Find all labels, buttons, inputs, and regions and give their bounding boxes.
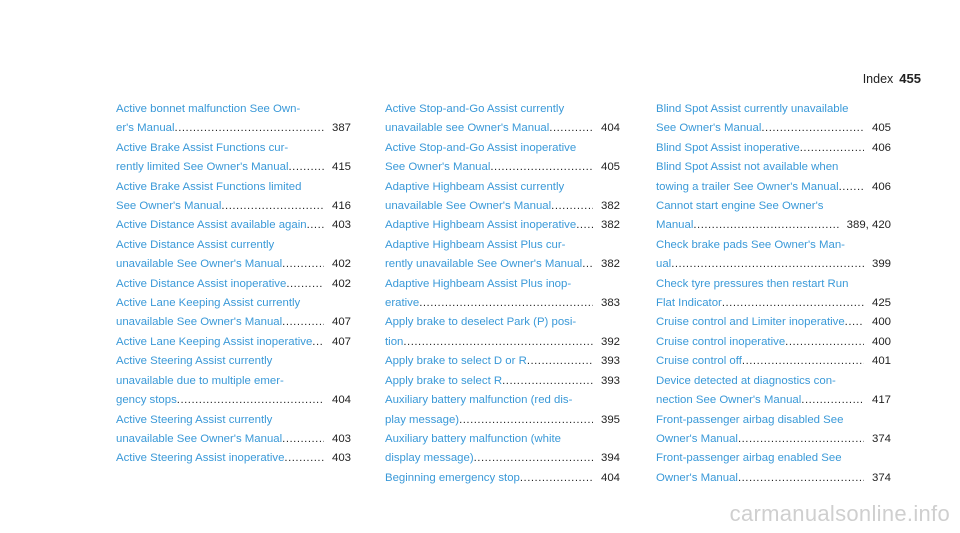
index-entry-text[interactable]: Adaptive Highbeam Assist Plus cur-	[385, 238, 566, 251]
index-entry[interactable]	[385, 100, 620, 139]
index-page-ref[interactable]: 402	[331, 277, 351, 290]
index-column-3	[656, 100, 891, 488]
index-entry-line	[385, 139, 620, 158]
index-entry-line	[656, 197, 891, 216]
index-entry[interactable]	[656, 411, 891, 450]
index-page-ref[interactable]: 425	[871, 297, 891, 310]
dot-leader	[693, 216, 838, 235]
index-entry[interactable]	[385, 178, 620, 217]
index-page-ref[interactable]: 382	[600, 258, 620, 271]
dot-leader	[502, 372, 593, 391]
index-entry-line	[385, 275, 620, 294]
dot-leader	[282, 430, 324, 449]
index-entry-line	[385, 469, 620, 488]
index-entry[interactable]	[385, 372, 620, 391]
dot-leader	[722, 294, 864, 313]
index-page-ref[interactable]: 389, 420	[846, 219, 891, 232]
index-entry[interactable]	[656, 158, 891, 197]
index-entry-text[interactable]: unavailable See Owner's Manual	[116, 258, 283, 271]
dot-leader	[177, 391, 324, 410]
dot-leader	[742, 352, 864, 371]
index-entry-text[interactable]: See Owner's Manual	[116, 200, 222, 213]
index-entry-line	[656, 100, 891, 119]
index-entry-text[interactable]: rently limited See Owner's Manual	[116, 161, 289, 174]
index-entry-line	[116, 178, 351, 197]
index-entry-line	[656, 294, 891, 313]
index-column-2	[385, 100, 620, 488]
dot-leader	[282, 313, 324, 332]
index-entry-line	[385, 372, 620, 391]
dot-leader	[738, 430, 864, 449]
index-entry-text[interactable]: Active Brake Assist Functions limited	[116, 180, 302, 193]
index-entry-line	[385, 178, 620, 197]
index-page-ref[interactable]: 394	[600, 452, 620, 465]
index-entry-line	[385, 197, 620, 216]
index-entry-text[interactable]: Active Stop-and-Go Assist currently	[385, 103, 565, 115]
index-page-ref[interactable]: 400	[871, 335, 891, 348]
index-entry-text[interactable]: Owner's Manual	[656, 471, 738, 484]
index-entry[interactable]	[385, 216, 620, 235]
dot-leader	[801, 391, 864, 410]
index-page-ref[interactable]: 405	[871, 122, 891, 135]
index-entry-text[interactable]: Auxiliary battery malfunction (red dis-	[385, 394, 573, 407]
index-entry-line	[656, 313, 891, 332]
page-number: 455	[899, 71, 921, 86]
index-entry-line	[656, 119, 891, 138]
index-entry-text[interactable]: unavailable See Owner's Manual	[116, 432, 283, 445]
index-entry[interactable]	[656, 100, 891, 139]
index-page-ref[interactable]: 407	[331, 335, 351, 348]
index-entry-text[interactable]: Active bonnet malfunction See Own-	[116, 103, 301, 115]
index-entry[interactable]	[116, 178, 351, 217]
index-entry-line	[385, 216, 620, 235]
dot-leader	[839, 178, 864, 197]
index-entry-text[interactable]: Blind Spot Assist currently unavailable	[656, 103, 849, 115]
dot-leader	[221, 197, 324, 216]
dot-leader	[551, 197, 593, 216]
index-entry-text[interactable]: Active Brake Assist Functions cur-	[116, 141, 289, 154]
index-page-ref[interactable]: 404	[600, 471, 620, 484]
index-entry-line	[656, 178, 891, 197]
dot-leader	[459, 411, 593, 430]
index-entry-line	[116, 352, 351, 371]
dot-leader	[403, 333, 593, 352]
index-entry[interactable]	[116, 449, 351, 468]
index-entry-line	[385, 333, 620, 352]
dot-leader	[286, 275, 324, 294]
index-entry-line	[116, 119, 351, 138]
index-entry[interactable]	[656, 449, 891, 488]
index-entry-line	[656, 139, 891, 158]
index-entry-text[interactable]: tion	[385, 335, 404, 348]
index-entry-line	[656, 411, 891, 430]
index-entry-line	[116, 294, 351, 313]
index-entry[interactable]	[116, 100, 351, 139]
index-page-ref[interactable]: 407	[331, 316, 351, 329]
index-entry-text[interactable]: unavailable see Owner's Manual	[385, 122, 550, 135]
index-entry-line	[116, 449, 351, 468]
index-entry[interactable]	[385, 275, 620, 314]
index-entry-line	[656, 430, 891, 449]
index-entry-line	[385, 352, 620, 371]
index-page-ref[interactable]: 387	[331, 122, 351, 135]
index-entry-text[interactable]: Adaptive Highbeam Assist Plus inop-	[385, 277, 572, 290]
index-entry[interactable]	[116, 294, 351, 333]
index-entry-line	[656, 333, 891, 352]
index-entry[interactable]	[116, 139, 351, 178]
index-page-ref[interactable]: 416	[331, 200, 351, 213]
index-page-ref[interactable]: 406	[871, 180, 891, 193]
index-entry-line	[656, 216, 891, 235]
index-entry-line	[385, 391, 620, 410]
index-entry-line	[116, 391, 351, 410]
index-entry-line	[116, 313, 351, 332]
dot-leader	[582, 255, 593, 274]
dot-leader	[527, 352, 593, 371]
index-page-ref[interactable]: 403	[331, 432, 351, 445]
dot-leader	[785, 333, 864, 352]
index-entry[interactable]	[385, 391, 620, 430]
index-page-ref[interactable]: 393	[600, 374, 620, 387]
index-entry-line	[385, 294, 620, 313]
index-page-ref[interactable]: 383	[600, 297, 620, 310]
index-entry-line	[656, 275, 891, 294]
dot-leader	[520, 469, 593, 488]
index-entry-text[interactable]: display message)	[385, 452, 474, 465]
index-page-ref[interactable]: 403	[331, 452, 351, 465]
index-page-ref[interactable]: 374	[871, 471, 891, 484]
dot-leader	[419, 294, 593, 313]
index-entry-line	[116, 372, 351, 391]
index-column-1	[116, 100, 351, 469]
index-entry[interactable]	[656, 275, 891, 314]
index-entry-text[interactable]: Adaptive Highbeam Assist currently	[385, 180, 565, 193]
index-entry[interactable]	[385, 469, 620, 488]
index-entry-line	[116, 216, 351, 235]
index-entry-text[interactable]: towing a trailer See Owner's Manual	[656, 180, 839, 193]
index-entry[interactable]	[385, 236, 620, 275]
index-entry-text[interactable]: Active Lane Keeping Assist inoperative	[116, 335, 313, 348]
index-page-ref[interactable]: 405	[600, 161, 620, 174]
index-entry-text[interactable]: Active Steering Assist currently	[116, 355, 273, 368]
index-entry-line	[116, 197, 351, 216]
index-entry-text[interactable]: nection See Owner's Manual	[656, 394, 802, 407]
index-entry-text[interactable]: Apply brake to select R	[385, 374, 503, 387]
index-entry-line	[656, 158, 891, 177]
index-entry[interactable]	[385, 352, 620, 371]
dot-leader	[175, 119, 324, 138]
index-page-ref[interactable]: 403	[331, 219, 351, 232]
dot-leader	[738, 469, 864, 488]
index-entry-line	[656, 469, 891, 488]
index-entry-text[interactable]: rently unavailable See Owner's Manual	[385, 258, 583, 271]
index-entry[interactable]	[116, 333, 351, 352]
index-page-ref[interactable]: 404	[331, 394, 351, 407]
dot-leader	[800, 139, 864, 158]
index-entry-text[interactable]: Beginning emergency stop	[385, 471, 520, 484]
dot-leader	[312, 333, 324, 352]
index-page-ref[interactable]: 395	[600, 413, 620, 426]
index-entry-text[interactable]: gency stops	[116, 394, 177, 407]
index-page-ref[interactable]: 401	[871, 355, 891, 368]
page-header	[863, 71, 921, 86]
index-entry[interactable]	[116, 275, 351, 294]
dot-leader	[845, 313, 864, 332]
index-entry-text[interactable]: Adaptive Highbeam Assist inoperative	[385, 219, 577, 232]
index-entry-text[interactable]: Manual	[656, 219, 694, 232]
index-entry[interactable]	[656, 333, 891, 352]
watermark: carmanualsonline.info	[729, 501, 950, 526]
index-entry-text[interactable]: play message)	[385, 413, 460, 426]
index-entry-text[interactable]: unavailable See Owner's Manual	[385, 200, 552, 213]
index-entry-text[interactable]: See Owner's Manual	[656, 122, 762, 135]
index-entry-line	[656, 391, 891, 410]
index-page-ref[interactable]: 393	[600, 355, 620, 368]
index-entry[interactable]	[385, 430, 620, 469]
index-entry[interactable]	[385, 313, 620, 352]
index-entry-line	[385, 255, 620, 274]
index-entry-text[interactable]: Auxiliary battery malfunction (white	[385, 432, 561, 445]
index-entry-line	[656, 372, 891, 391]
index-entry-text[interactable]: Check tyre pressures then restart Run	[656, 277, 849, 290]
index-entry[interactable]	[385, 139, 620, 178]
index-entry-line	[116, 236, 351, 255]
index-entry-text[interactable]: Apply brake to select D or R	[385, 355, 527, 368]
index-page-ref[interactable]: 404	[600, 122, 620, 135]
index-entry-text[interactable]: ual	[656, 258, 672, 271]
index-page-ref[interactable]: 400	[871, 316, 891, 329]
index-entry-text[interactable]: unavailable due to multiple emer-	[116, 374, 284, 387]
index-entry[interactable]	[656, 372, 891, 411]
index-entry-text[interactable]: Flat Indicator	[656, 297, 722, 310]
index-entry[interactable]	[656, 236, 891, 275]
index-entry-line	[385, 158, 620, 177]
index-entry-line	[656, 352, 891, 371]
index-entry-text[interactable]: er's Manual	[116, 122, 175, 135]
index-entry-text[interactable]: Front-passenger airbag disabled See	[656, 413, 844, 426]
index-entry-line	[116, 139, 351, 158]
index-entry-line	[116, 275, 351, 294]
index-entry-text[interactable]: Active Steering Assist currently	[116, 413, 273, 426]
index-entry-line	[116, 100, 351, 119]
index-entry-text[interactable]: erative	[385, 297, 420, 310]
index-entry-text[interactable]: Blind Spot Assist inoperative	[656, 141, 800, 154]
index-entry-line	[116, 430, 351, 449]
index-entry-text[interactable]: Blind Spot Assist not available when	[656, 161, 839, 174]
index-entry-text[interactable]: Active Stop-and-Go Assist inoperative	[385, 141, 577, 154]
index-entry-line	[385, 411, 620, 430]
index-entry-line	[385, 449, 620, 468]
index-entry-text[interactable]: unavailable See Owner's Manual	[116, 316, 283, 329]
index-page-ref[interactable]: 382	[600, 219, 620, 232]
index-entry-line	[385, 313, 620, 332]
dot-leader	[671, 255, 864, 274]
dot-leader	[288, 158, 324, 177]
index-entry-text[interactable]: Device detected at diagnostics con-	[656, 374, 836, 387]
dot-leader	[282, 255, 324, 274]
index-entry[interactable]	[116, 236, 351, 275]
dot-leader	[307, 216, 324, 235]
index-entry-line	[656, 449, 891, 468]
index-entry-text[interactable]: Cruise control inoperative	[656, 335, 786, 348]
dot-leader	[474, 449, 593, 468]
index-entry[interactable]	[116, 216, 351, 235]
index-entry-line	[656, 255, 891, 274]
index-entry-line	[656, 236, 891, 255]
index-entry-line	[116, 333, 351, 352]
index-entry-text[interactable]: Cruise control off	[656, 355, 742, 368]
index-page-ref[interactable]: 417	[871, 394, 891, 407]
index-entry-text[interactable]: Cannot start engine See Owner's	[656, 200, 824, 213]
index-entry-text[interactable]: Check brake pads See Owner's Man-	[656, 238, 845, 251]
index-entry-text[interactable]: Active Steering Assist inoperative	[116, 452, 285, 465]
index-entry-line	[116, 158, 351, 177]
index-entry[interactable]	[116, 411, 351, 450]
index-page-ref[interactable]: 399	[871, 258, 891, 271]
dot-leader	[549, 119, 593, 138]
index-entry[interactable]	[656, 352, 891, 371]
index-entry-text[interactable]: Active Distance Assist inoperative	[116, 277, 287, 290]
index-entry[interactable]	[656, 197, 891, 236]
index-entry[interactable]	[116, 352, 351, 410]
index-page-ref[interactable]: 392	[600, 335, 620, 348]
index-page-ref[interactable]: 374	[871, 432, 891, 445]
index-page-ref[interactable]: 415	[331, 161, 351, 174]
index-entry-text[interactable]: See Owner's Manual	[385, 161, 491, 174]
index-entry-line	[116, 255, 351, 274]
index-entry-text[interactable]: Cruise control and Limiter inoperative	[656, 316, 845, 329]
index-entry-line	[385, 100, 620, 119]
index-entry-line	[116, 411, 351, 430]
index-entry-text[interactable]: Active Lane Keeping Assist currently	[116, 297, 301, 310]
index-entry-line	[385, 119, 620, 138]
index-entry-line	[385, 430, 620, 449]
index-page-ref[interactable]: 382	[600, 200, 620, 213]
index-entry[interactable]	[656, 139, 891, 158]
dot-leader	[761, 119, 864, 138]
index-entry-line	[385, 236, 620, 255]
index-entry-text[interactable]: Active Distance Assist currently	[116, 238, 275, 251]
index-page-ref[interactable]: 406	[871, 141, 891, 154]
index-entry-text[interactable]: Apply brake to deselect Park (P) posi-	[385, 316, 577, 329]
index-entry-text[interactable]: Owner's Manual	[656, 432, 738, 445]
dot-leader	[490, 158, 593, 177]
index-entry-text[interactable]: Active Distance Assist available again	[116, 219, 307, 232]
index-page-ref[interactable]: 402	[331, 258, 351, 271]
section-title: Index	[862, 72, 894, 86]
index-entry[interactable]	[656, 313, 891, 332]
index-entry-text[interactable]: Front-passenger airbag enabled See	[656, 452, 842, 465]
dot-leader	[576, 216, 593, 235]
dot-leader	[284, 449, 324, 468]
